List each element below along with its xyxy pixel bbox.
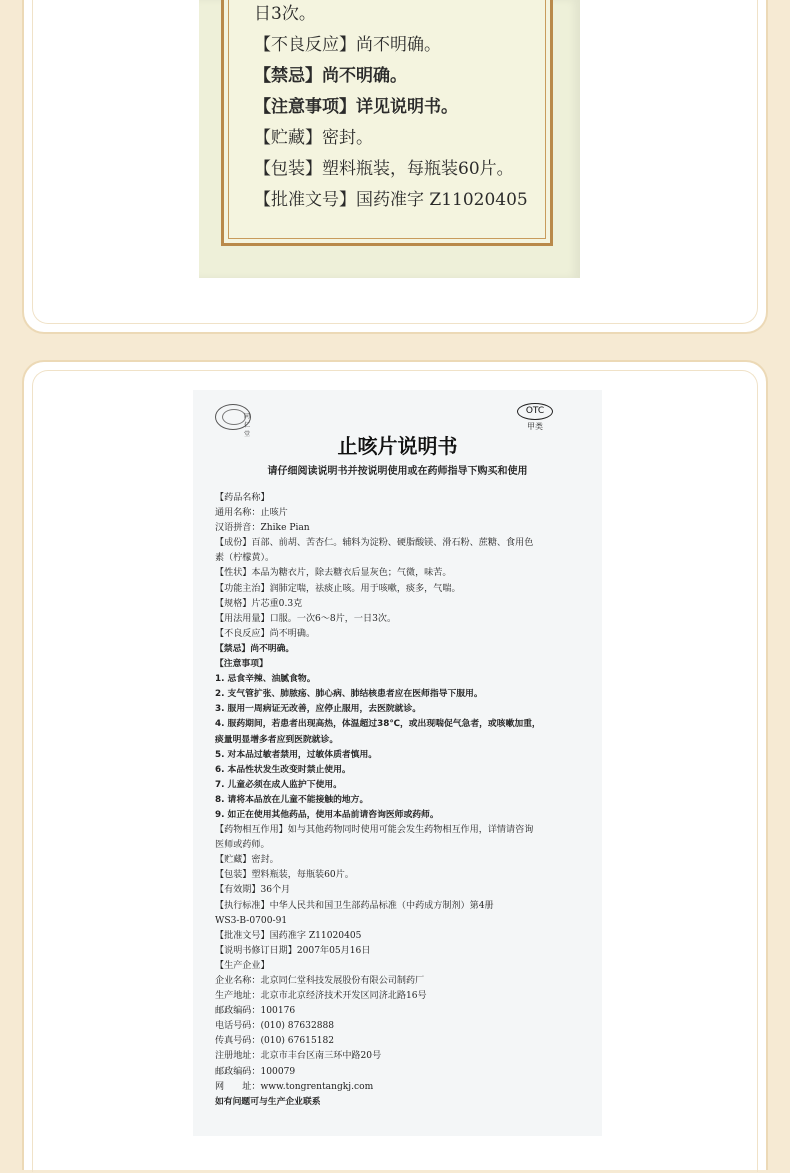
text-line: 【不良反应】尚不明确。 bbox=[254, 35, 441, 55]
text-line: 【禁忌】尚不明确。 bbox=[215, 643, 295, 654]
text-line: 【批准文号】国药准字 Z11020405 bbox=[254, 190, 528, 210]
text-line: 9. 如正在使用其他药品，使用本品前请咨询医师或药师。 bbox=[215, 809, 439, 820]
text-line: 汉语拼音：Zhike Pian bbox=[215, 523, 310, 534]
text-line: 1. 忌食辛辣、油腻食物。 bbox=[215, 674, 316, 685]
text-line: 医师或药师。 bbox=[215, 840, 270, 851]
text-line: 素（柠檬黄）。 bbox=[215, 553, 275, 564]
text-line: 3. 服用一周病证无改善，应停止服用，去医院就诊。 bbox=[215, 704, 422, 715]
text-line: 传真号码：(010) 67615182 bbox=[215, 1036, 335, 1047]
instruction-leaflet bbox=[193, 390, 602, 1136]
text-line: 8. 请将本品放在儿童不能接触的地方。 bbox=[215, 794, 369, 805]
text-line: 【规格】片芯重0.3克 bbox=[215, 598, 303, 609]
text-line: 【有效期】36个月 bbox=[215, 885, 291, 896]
text-line: 痰量明显增多者应到医院就诊。 bbox=[215, 734, 339, 745]
text-line: 【成份】百部、前胡、苦杏仁。辅料为淀粉、硬脂酸镁、滑石粉、蔗糖、食用色 bbox=[215, 538, 534, 549]
box-label-text bbox=[254, 0, 554, 216]
text-line: 【性状】本品为糖衣片，除去糖衣后显灰色；气微，味苦。 bbox=[215, 568, 452, 579]
text-line: 通用名称：止咳片 bbox=[215, 508, 288, 519]
text-line: 【生产企业】 bbox=[215, 960, 270, 971]
text-line: 日3次。 bbox=[254, 4, 316, 24]
text-line: 【不良反应】尚不明确。 bbox=[215, 628, 316, 639]
text-line: 【药物相互作用】如与其他药物同时使用可能会发生药物相互作用，详情请咨询 bbox=[215, 825, 534, 836]
text-line: 如有问题可与生产企业联系 bbox=[215, 1096, 321, 1107]
medicine-box-label bbox=[199, 0, 580, 278]
text-line: 【贮藏】密封。 bbox=[254, 128, 373, 148]
text-line: 生产地址：北京市北京经济技术开发区同济北路16号 bbox=[215, 991, 427, 1002]
text-line: 【注意事项】 bbox=[215, 659, 268, 670]
text-line: 【功能主治】润肺定喘，祛痰止咳。用于咳嗽，痰多，气喘。 bbox=[215, 583, 461, 594]
text-line: 2. 支气管扩张、肺脓疡、肺心病、肺结核患者应在医师指导下服用。 bbox=[215, 689, 483, 700]
otc-badge: OTC bbox=[517, 403, 553, 420]
text-line: 注册地址：北京市丰台区南三环中路20号 bbox=[215, 1051, 382, 1062]
text-line: 网 址：www.tongrentangkj.com bbox=[215, 1081, 374, 1092]
text-line: 7. 儿童必须在成人监护下使用。 bbox=[215, 779, 342, 790]
leaflet-title: 止咳片说明书 bbox=[337, 434, 458, 458]
text-line: 4. 服药期间，若患者出现高热，体温超过38℃，或出现喘促气急者，或咳嗽加重， bbox=[215, 719, 541, 730]
text-line: 【禁忌】尚不明确。 bbox=[254, 66, 407, 86]
text-line: 电话号码：(010) 87632888 bbox=[215, 1021, 335, 1032]
text-line: 【贮藏】密封。 bbox=[215, 855, 279, 866]
leaflet-subtitle: 请仔细阅读说明书并按说明使用或在药师指导下购买和使用 bbox=[267, 466, 528, 477]
logo-text: 同仁堂 bbox=[244, 413, 251, 438]
otc-class-label: 甲类 bbox=[527, 422, 543, 431]
text-line: 5. 对本品过敏者禁用，过敏体质者慎用。 bbox=[215, 749, 378, 760]
text-line: 【说明书修订日期】2007年05月16日 bbox=[215, 945, 371, 956]
text-line: 【包装】塑料瓶装，每瓶装60片。 bbox=[254, 159, 514, 179]
text-line: 企业名称：北京同仁堂科技发展股份有限公司制药厂 bbox=[215, 976, 425, 986]
text-line: 【包装】塑料瓶装，每瓶装60片。 bbox=[215, 870, 354, 881]
text-line: 【批准文号】国药准字 Z11020405 bbox=[215, 930, 362, 941]
text-line: 邮政编码：100079 bbox=[215, 1066, 296, 1077]
text-line: 【执行标准】中华人民共和国卫生部药品标准（中药成方制剂）第4册 bbox=[215, 900, 494, 911]
text-line: 【用法用量】口服。一次6～8片，一日3次。 bbox=[215, 613, 397, 624]
leaflet-body bbox=[215, 491, 585, 1110]
text-line: 【药品名称】 bbox=[215, 493, 270, 503]
text-line: 6. 本品性状发生改变时禁止使用。 bbox=[215, 764, 351, 775]
text-line: 邮政编码：100176 bbox=[215, 1006, 296, 1017]
brand-logo-icon bbox=[215, 404, 251, 438]
box-label-frame bbox=[221, 0, 553, 246]
text-line: WS3-B-0700-91 bbox=[215, 915, 288, 926]
text-line: 【注意事项】详见说明书。 bbox=[254, 97, 458, 117]
